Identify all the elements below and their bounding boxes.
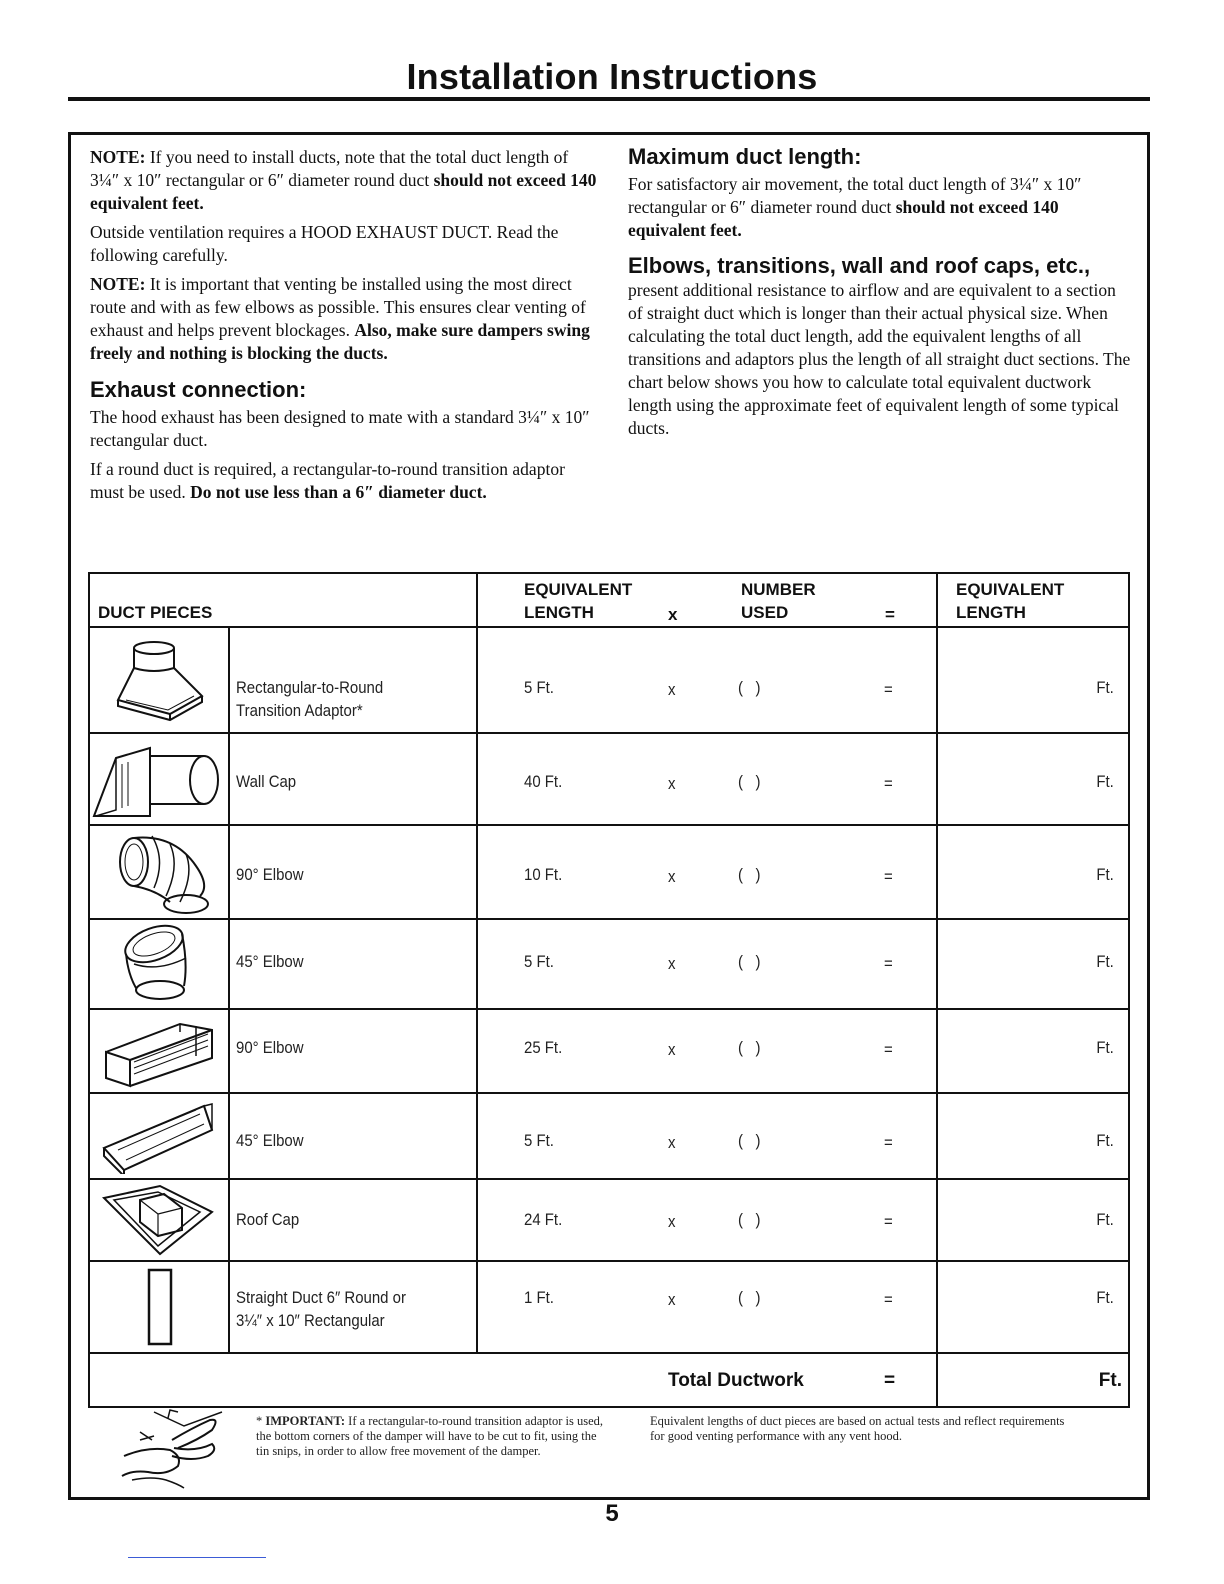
- row-8-number-used: ( ): [738, 1288, 761, 1307]
- right-column: [628, 144, 1133, 446]
- header-equals: =: [885, 605, 895, 624]
- left-column: [90, 146, 600, 510]
- header-number: NUMBER: [741, 580, 816, 599]
- row-8-equals: =: [884, 1290, 893, 1309]
- row-4-number-used: ( ): [738, 952, 761, 971]
- row-6-times: x: [668, 1133, 676, 1152]
- total-equals: =: [884, 1370, 896, 1391]
- row-1-times: x: [668, 680, 676, 699]
- row-2-unit: Ft.: [1096, 772, 1114, 791]
- row-1-equals: =: [884, 680, 893, 699]
- header-equivalent: EQUIVALENT: [524, 580, 633, 599]
- row-7-number-used: ( ): [738, 1210, 761, 1229]
- total-unit: Ft.: [1098, 1370, 1122, 1391]
- row-rule: [90, 1008, 1128, 1010]
- row-8-name-2: 3¼″ x 10″ Rectangular: [236, 1311, 385, 1330]
- elbows-heading: Elbows, transitions, wall and roof caps, etc.,: [628, 253, 1091, 278]
- row-rule: [90, 1352, 1128, 1354]
- header-length: LENGTH: [524, 603, 594, 622]
- elbows-paragraph: Elbows, transitions, wall and roof caps, etc., present additional resistance to airflow and are equivalent to a section of straight duct which is longer than their actual physical size. When calculating the total duct length, add the equivalent lengths of all transitions and adaptors plus the length of all straight duct sections. The chart below shows you how to calculate total equivalent ductwork length using the approximate feet of equivalent length of some typical ducts.: [628, 253, 1131, 438]
- row-6-number-used: ( ): [738, 1131, 761, 1150]
- bottom-rule: [128, 1557, 266, 1558]
- row-4-length: 5 Ft.: [524, 952, 554, 971]
- tin-snips-icon: [112, 1406, 224, 1490]
- row-rule: [90, 1178, 1128, 1180]
- row-5-equals: =: [884, 1040, 893, 1059]
- row-7-name: Roof Cap: [236, 1210, 300, 1229]
- header-equivalent-2: EQUIVALENT: [956, 580, 1065, 599]
- row-4-name: 45° Elbow: [236, 952, 304, 971]
- straight-duct-icon: [146, 1268, 176, 1348]
- row-1-number-used: ( ): [738, 678, 761, 697]
- divider-result: [936, 574, 938, 1406]
- row-6-name: 45° Elbow: [236, 1131, 304, 1150]
- round-90-elbow-icon: [114, 830, 214, 916]
- row-8-length: 1 Ft.: [524, 1288, 554, 1307]
- important-footnote: * IMPORTANT: If a rectangular-to-round transition adaptor is used, the bottom corners of the damper will have to be cut to fit, using the tin snips, in order to allow free movement of the damper.: [256, 1414, 604, 1458]
- row-6-equals: =: [884, 1133, 893, 1152]
- row-3-name: 90° Elbow: [236, 865, 304, 884]
- row-rule: [90, 1092, 1128, 1094]
- roof-cap-icon: [100, 1184, 216, 1256]
- row-2-number-used: ( ): [738, 772, 761, 791]
- row-3-length: 10 Ft.: [524, 865, 563, 884]
- row-2-length: 40 Ft.: [524, 772, 563, 791]
- equivalent-lengths-note: Equivalent lengths of duct pieces are based on actual tests and reflect requirements for good venting performance with any vent hood.: [650, 1414, 1065, 1443]
- page-number: 5: [605, 1500, 619, 1527]
- wall-cap-icon: [92, 744, 226, 820]
- row-5-length: 25 Ft.: [524, 1038, 563, 1057]
- row-2-name: Wall Cap: [236, 772, 297, 791]
- rect-45-elbow-icon: [100, 1100, 218, 1174]
- page-title: Installation Instructions: [406, 56, 818, 97]
- round-45-elbow-icon: [112, 924, 202, 1004]
- round-duct-text: If a round duct is required, a rectangular-to-round transition adaptor must be used. Do not use less than a 6″ diameter duct.: [90, 459, 565, 502]
- row-5-unit: Ft.: [1096, 1038, 1114, 1057]
- header-rule: [90, 626, 1128, 628]
- row-5-number-used: ( ): [738, 1038, 761, 1057]
- row-rule: [90, 732, 1128, 734]
- max-duct-length-text: For satisfactory air movement, the total duct length of 3¼″ x 10″ rectangular or 6″ diameter round duct should not exceed 140 equivalent feet.: [628, 174, 1082, 240]
- row-8-times: x: [668, 1290, 676, 1309]
- row-3-equals: =: [884, 867, 893, 886]
- rect-90-elbow-icon: [100, 1016, 218, 1088]
- divider-equiv-length: [476, 574, 478, 1354]
- note-venting: NOTE: It is important that venting be installed using the most direct route and with as few elbows as possible. This ensures clear venting of exhaust and helps prevent blockages. Also, make sure dampers swing freely and nothing is blocking the ducts.: [90, 274, 590, 363]
- row-3-number-used: ( ): [738, 865, 761, 884]
- row-3-unit: Ft.: [1096, 865, 1114, 884]
- exhaust-connection-text: The hood exhaust has been designed to mate with a standard 3¼″ x 10″ rectangular duct.: [90, 407, 590, 450]
- row-7-times: x: [668, 1212, 676, 1231]
- title-rule: [68, 97, 1150, 101]
- row-rule: [90, 1260, 1128, 1262]
- row-6-length: 5 Ft.: [524, 1131, 554, 1150]
- row-1-name-2: Transition Adaptor*: [236, 701, 363, 720]
- rect-to-round-adaptor-icon: [112, 638, 212, 724]
- row-2-equals: =: [884, 774, 893, 793]
- row-5-name: 90° Elbow: [236, 1038, 304, 1057]
- duct-table: [88, 572, 1130, 1408]
- row-7-length: 24 Ft.: [524, 1210, 563, 1229]
- row-1-length: 5 Ft.: [524, 678, 554, 697]
- divider-icons: [228, 628, 230, 1354]
- row-3-times: x: [668, 867, 676, 886]
- row-1-name: Rectangular-to-Round: [236, 678, 384, 697]
- row-7-equals: =: [884, 1212, 893, 1231]
- header-times: x: [668, 605, 678, 624]
- row-rule: [90, 918, 1128, 920]
- row-rule: [90, 824, 1128, 826]
- header-length-2: LENGTH: [956, 603, 1026, 622]
- row-4-unit: Ft.: [1096, 952, 1114, 971]
- exhaust-connection-heading: Exhaust connection:: [90, 377, 307, 402]
- row-5-times: x: [668, 1040, 676, 1059]
- header-duct-pieces: DUCT PIECES: [98, 603, 213, 622]
- row-4-equals: =: [884, 954, 893, 973]
- row-8-unit: Ft.: [1096, 1288, 1114, 1307]
- note-duct-length: NOTE: If you need to install ducts, note that the total duct length of 3¼″ x 10″ rectangular or 6″ diameter round duct should not exceed 140 equivalent feet.: [90, 147, 597, 213]
- total-ductwork-label: Total Ductwork: [668, 1370, 804, 1391]
- header-used: USED: [741, 603, 789, 622]
- outside-ventilation-text: Outside ventilation requires a HOOD EXHAUST DUCT. Read the following carefully.: [90, 222, 559, 265]
- row-4-times: x: [668, 954, 676, 973]
- row-8-name: Straight Duct 6″ Round or: [236, 1288, 406, 1307]
- row-2-times: x: [668, 774, 676, 793]
- row-6-unit: Ft.: [1096, 1131, 1114, 1150]
- row-7-unit: Ft.: [1096, 1210, 1114, 1229]
- max-duct-length-heading: Maximum duct length:: [628, 144, 862, 169]
- row-1-unit: Ft.: [1096, 678, 1114, 697]
